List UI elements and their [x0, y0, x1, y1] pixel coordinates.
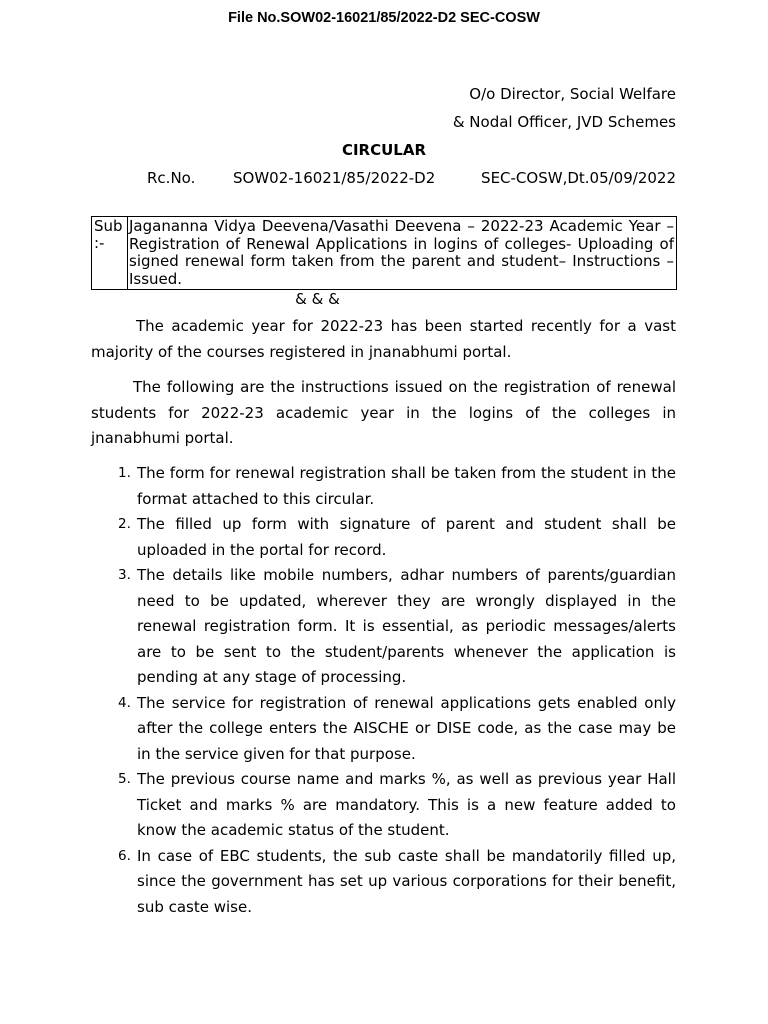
list-item-text: The details like mobile numbers, adhar numbers of parents/guardian need to be updated, wherever they are wrongly displayed in the renewal registration form. It is essential, as periodic messages/alerts are to be sent to the student/parents whenever the application is pending at any stage of processing.	[137, 566, 676, 686]
subject-box	[91, 216, 677, 290]
from-officer-line: & Nodal Officer, JVD Schemes	[452, 113, 676, 131]
list-item	[91, 844, 676, 921]
list-item	[91, 691, 676, 768]
list-item-text: The form for renewal registration shall be taken from the student in the format attached to this circular.	[137, 464, 676, 508]
instructions-list	[91, 461, 676, 920]
list-item-number: 6.	[118, 847, 131, 864]
list-item	[91, 767, 676, 844]
list-item-number: 1.	[118, 465, 131, 481]
list-item-number: 2.	[118, 516, 131, 532]
section-separator: & & &	[295, 290, 340, 308]
file-number-header: File No.SOW02-16021/85/2022-D2 SEC-COSW	[228, 10, 540, 26]
from-office-line: O/o Director, Social Welfare	[469, 85, 676, 103]
list-item-number: 5.	[118, 771, 131, 787]
list-item-number: 3.	[118, 567, 131, 583]
rc-number: SOW02-16021/85/2022-D2	[233, 169, 436, 187]
rc-date: SEC-COSW,Dt.05/09/2022	[481, 169, 676, 187]
instructions-intro-paragraph: The following are the instructions issued on the registration of renewal students for 2022-23 academic year in the logins of the colleges in jnanabhumi portal.	[91, 378, 676, 447]
rc-label: Rc.No.	[147, 169, 196, 187]
list-item-text: The previous course name and marks %, as well as previous year Hall Ticket and marks % are mandatory. This is a new feature added to know the academic status of the student.	[137, 770, 676, 839]
list-item-text: The service for registration of renewal applications gets enabled only after the college enters the AISCHE or DISE code, as the case may be in the service given for that purpose.	[137, 693, 676, 763]
list-item	[91, 512, 676, 563]
list-item-text: The filled up form with signature of parent and student shall be uploaded in the portal for record.	[137, 515, 676, 559]
list-item	[91, 461, 676, 512]
list-item	[91, 563, 676, 691]
list-item-number: 4.	[118, 694, 131, 711]
subject-label: Sub :-	[92, 217, 128, 289]
list-item-text: In case of EBC students, the sub caste shall be mandatorily filled up, since the government has set up various corporations for their benefit, sub caste wise.	[137, 846, 676, 916]
circular-title: CIRCULAR	[341, 141, 427, 159]
intro-paragraph: The academic year for 2022-23 has been started recently for a vast majority of the courses registered in jnanabhumi portal.	[91, 317, 676, 361]
subject-text: Jagananna Vidya Deevena/Vasathi Deevena – 2022-23 Academic Year – Registration of Renewal Applications in logins of colleges- Uploading of signed renewal form taken from the parent and student– Instructions – Issued.	[129, 217, 674, 288]
